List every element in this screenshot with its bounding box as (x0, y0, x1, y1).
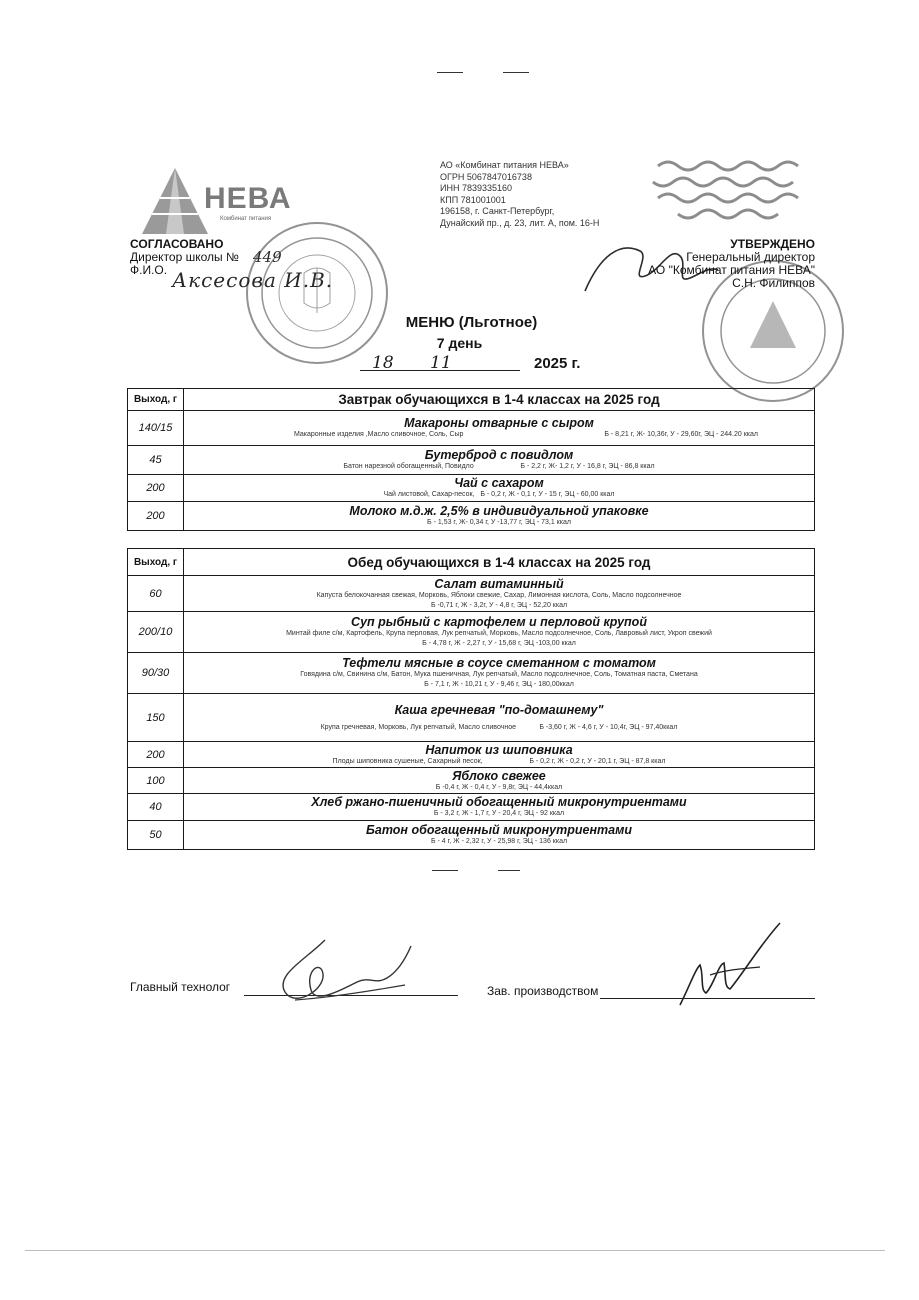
table-row (128, 411, 815, 446)
breakfast-title: Завтрак обучающихся в 1-4 классах на 2025 год (184, 389, 815, 411)
item-output: 200 (128, 742, 184, 768)
dish-ingredients: Чай листовой, Сахар-песок, (383, 491, 475, 498)
date-day: 18 (372, 353, 394, 373)
agreed-fio-line: Ф.И.О. (130, 263, 168, 277)
table-row (128, 742, 815, 768)
menu-item (184, 768, 815, 794)
item-output: 60 (128, 576, 184, 612)
output-column-header: Выход, г (128, 389, 184, 411)
dish-details (184, 430, 814, 440)
dish-name: Суп рыбный с картофелем и перловой крупой (351, 615, 647, 629)
table-row (128, 821, 815, 850)
table-row (128, 475, 815, 502)
dish-ingredients: Макаронные изделия ,Масло сливочное, Соль, Сыр (294, 431, 464, 438)
menu-item (184, 576, 815, 612)
agreed-signature: Аксесова И.В. (172, 268, 334, 292)
dish-details (184, 490, 814, 500)
table-row (128, 576, 815, 612)
dish-name: Яблоко свежее (452, 768, 546, 783)
item-output: 45 (128, 446, 184, 475)
approved-name: С.Н. Филиппов (732, 276, 815, 290)
item-output: 200 (128, 502, 184, 531)
dish-ingredients: Минтай филе с/м, Картофель, Крупа перловая, Лук репчатый, Морковь, Масло подсолнечное, Соль, Лавровый лист, Укроп свежий (286, 630, 712, 637)
menu-title-text: МЕНЮ (Льготное) (405, 314, 538, 331)
output-column-header: Выход, г (128, 549, 184, 576)
logo-subtitle: Комбинат питания (220, 216, 272, 222)
dish-details (184, 757, 814, 767)
agreed-director-line: Директор школы № (130, 250, 239, 264)
item-output: 150 (128, 694, 184, 742)
chief-technologist-label: Главный технолог (130, 980, 231, 994)
company-line: ИНН 7839335160 (440, 183, 513, 193)
dish-name: Макароны отварные с сыром (404, 416, 594, 430)
table-row (128, 612, 815, 653)
school-number: 449 (253, 248, 282, 266)
breakfast-table (127, 388, 815, 531)
date-year: 2025 г. (534, 355, 581, 372)
company-line: 196158, г. Санкт-Петербург, (440, 206, 555, 216)
date-month: 11 (430, 353, 452, 373)
scan-mark (437, 72, 463, 73)
dish-nutrition: Б - 3,2 г, Ж - 1,7 г, У - 20,4 г, ЭЦ - 92 ккал (433, 810, 565, 817)
company-line: Дунайский пр., д. 23, лит. А, пом. 16-Н (440, 217, 600, 228)
item-output: 140/15 (128, 411, 184, 446)
production-head-label: Зав. производством (487, 984, 599, 998)
item-output: 200 (128, 475, 184, 502)
logo-word: НЕВА (204, 182, 292, 215)
dish-nutrition: Б - 4,78 г, Ж - 2,27 г, У - 15,68 г, ЭЦ -103,00 ккал (422, 640, 576, 647)
dish-nutrition: Б - 8,21 г, Ж- 10,36г, У - 29,60г, ЭЦ - 244.20 ккал (604, 431, 758, 438)
dish-nutrition: Б - 0,2 г, Ж - 0,2 г, У - 20,1 г, ЭЦ - 87,8 ккал (529, 757, 666, 765)
production-head-signature-icon (670, 915, 790, 1015)
dish-name: Тефтели мясные в соусе сметанном с томатом (342, 656, 656, 670)
menu-item (184, 612, 815, 653)
technologist-signature-icon (265, 930, 415, 1020)
approved-company: АО "Комбинат питания НЕВА" (648, 263, 815, 277)
item-output: 40 (128, 794, 184, 821)
pyramid-icon (140, 164, 210, 244)
company-line: КПП 781001001 (440, 194, 506, 205)
table-row (128, 694, 815, 742)
table-row (128, 768, 815, 794)
table-row (128, 502, 815, 531)
dish-name: Хлеб ржано-пшеничный обогащенный микронутриентами (311, 795, 687, 809)
menu-item (184, 446, 815, 475)
dish-details (184, 723, 814, 733)
company-line: ОГРН 5067847016738 (440, 171, 532, 182)
dish-nutrition: Б -0,4 г, Ж - 0,4 г, У - 9,8г, ЭЦ - 44,4ккал (435, 783, 563, 791)
company-details (440, 160, 660, 229)
approved-block (648, 238, 815, 290)
menu-item (184, 475, 815, 502)
dish-nutrition: Б - 1,53 г, Ж- 0,34 г, У -13,77 г, ЭЦ - 73,1 ккал (427, 519, 571, 526)
lunch-title: Обед обучающихся в 1-4 классах на 2025 год (184, 549, 815, 576)
item-output: 200/10 (128, 612, 184, 653)
dish-nutrition: Б - 0,2 г, Ж - 0,1 г, У - 15 г, ЭЦ - 60,00 ккал (480, 491, 615, 498)
dish-nutrition: Б -3,60 г, Ж - 4,6 г, У - 10,4г, ЭЦ - 97,40ккал (539, 723, 678, 731)
approved-title: УТВЕРЖДЕНО (730, 237, 815, 251)
dish-nutrition: Б - 7,1 г, Ж - 10,21 г, У - 9,46 г, ЭЦ - 180,00ккал (424, 681, 574, 688)
dish-nutrition: Б - 4 г, Ж - 2,32 г, У - 25,98 г, ЭЦ - 136 ккал (430, 838, 568, 845)
table-header-row (128, 549, 815, 576)
dish-name: Батон обогащенный микронутриентами (366, 823, 632, 837)
table-row (128, 446, 815, 475)
approved-position: Генеральный директор (686, 250, 815, 264)
lunch-table (127, 548, 815, 850)
item-output: 100 (128, 768, 184, 794)
dish-name: Каша гречневая "по-домашнему" (394, 702, 604, 717)
menu-item (184, 821, 815, 850)
menu-item (184, 502, 815, 531)
dish-name: Напиток из шиповника (425, 742, 573, 757)
table-header-row (128, 389, 815, 411)
dish-name: Салат витаминный (434, 576, 564, 591)
scan-mark (432, 870, 458, 871)
table-row (128, 794, 815, 821)
scan-mark (503, 72, 529, 73)
menu-item (184, 742, 815, 768)
dish-nutrition: Б - 2,2 г, Ж- 1,2 г, У - 16,8 г, ЭЦ - 86,8 ккал (520, 463, 655, 470)
menu-title (0, 314, 919, 331)
menu-item (184, 694, 815, 742)
dish-details (184, 462, 814, 472)
dish-ingredients: Капуста белокочанная свежая, Морковь, Яблоки свежие, Сахар, Лимонная кислота, Соль, Масло подсолнечное (316, 591, 682, 599)
item-output: 90/30 (128, 653, 184, 694)
dish-ingredients: Батон нарезной обогащенный, Повидло (343, 463, 474, 470)
dish-name: Молоко м.д.ж. 2,5% в индивидуальной упаковке (349, 504, 649, 518)
dish-nutrition: Б -0,71 г, Ж - 3,2г, У - 4,8 г, ЭЦ - 52,20 ккал (430, 601, 568, 609)
dish-ingredients: Крупа гречневая, Морковь, Лук репчатый, Масло сливочное (320, 723, 516, 731)
scan-mark (498, 870, 520, 871)
dish-ingredients: Говядина с/м, Свинина с/м, Батон, Мука пшеничная, Лук репчатый, Масло подсолнечное, Соль, Томатная паста, Сметана (300, 671, 698, 678)
dish-ingredients: Плоды шиповника сушеные, Сахарный песок, (332, 757, 483, 765)
menu-item (184, 411, 815, 446)
item-output: 50 (128, 821, 184, 850)
wave-pattern-icon (648, 154, 808, 234)
menu-day: 7 день (436, 335, 483, 351)
dish-name: Бутерброд с повидлом (424, 448, 574, 462)
menu-item (184, 794, 815, 821)
scan-edge (25, 1250, 885, 1251)
table-row (128, 653, 815, 694)
menu-item (184, 653, 815, 694)
dish-name: Чай с сахаром (454, 476, 544, 490)
agreed-title: СОГЛАСОВАНО (130, 237, 224, 251)
company-line: АО «Комбинат питания НЕВА» (440, 160, 569, 170)
